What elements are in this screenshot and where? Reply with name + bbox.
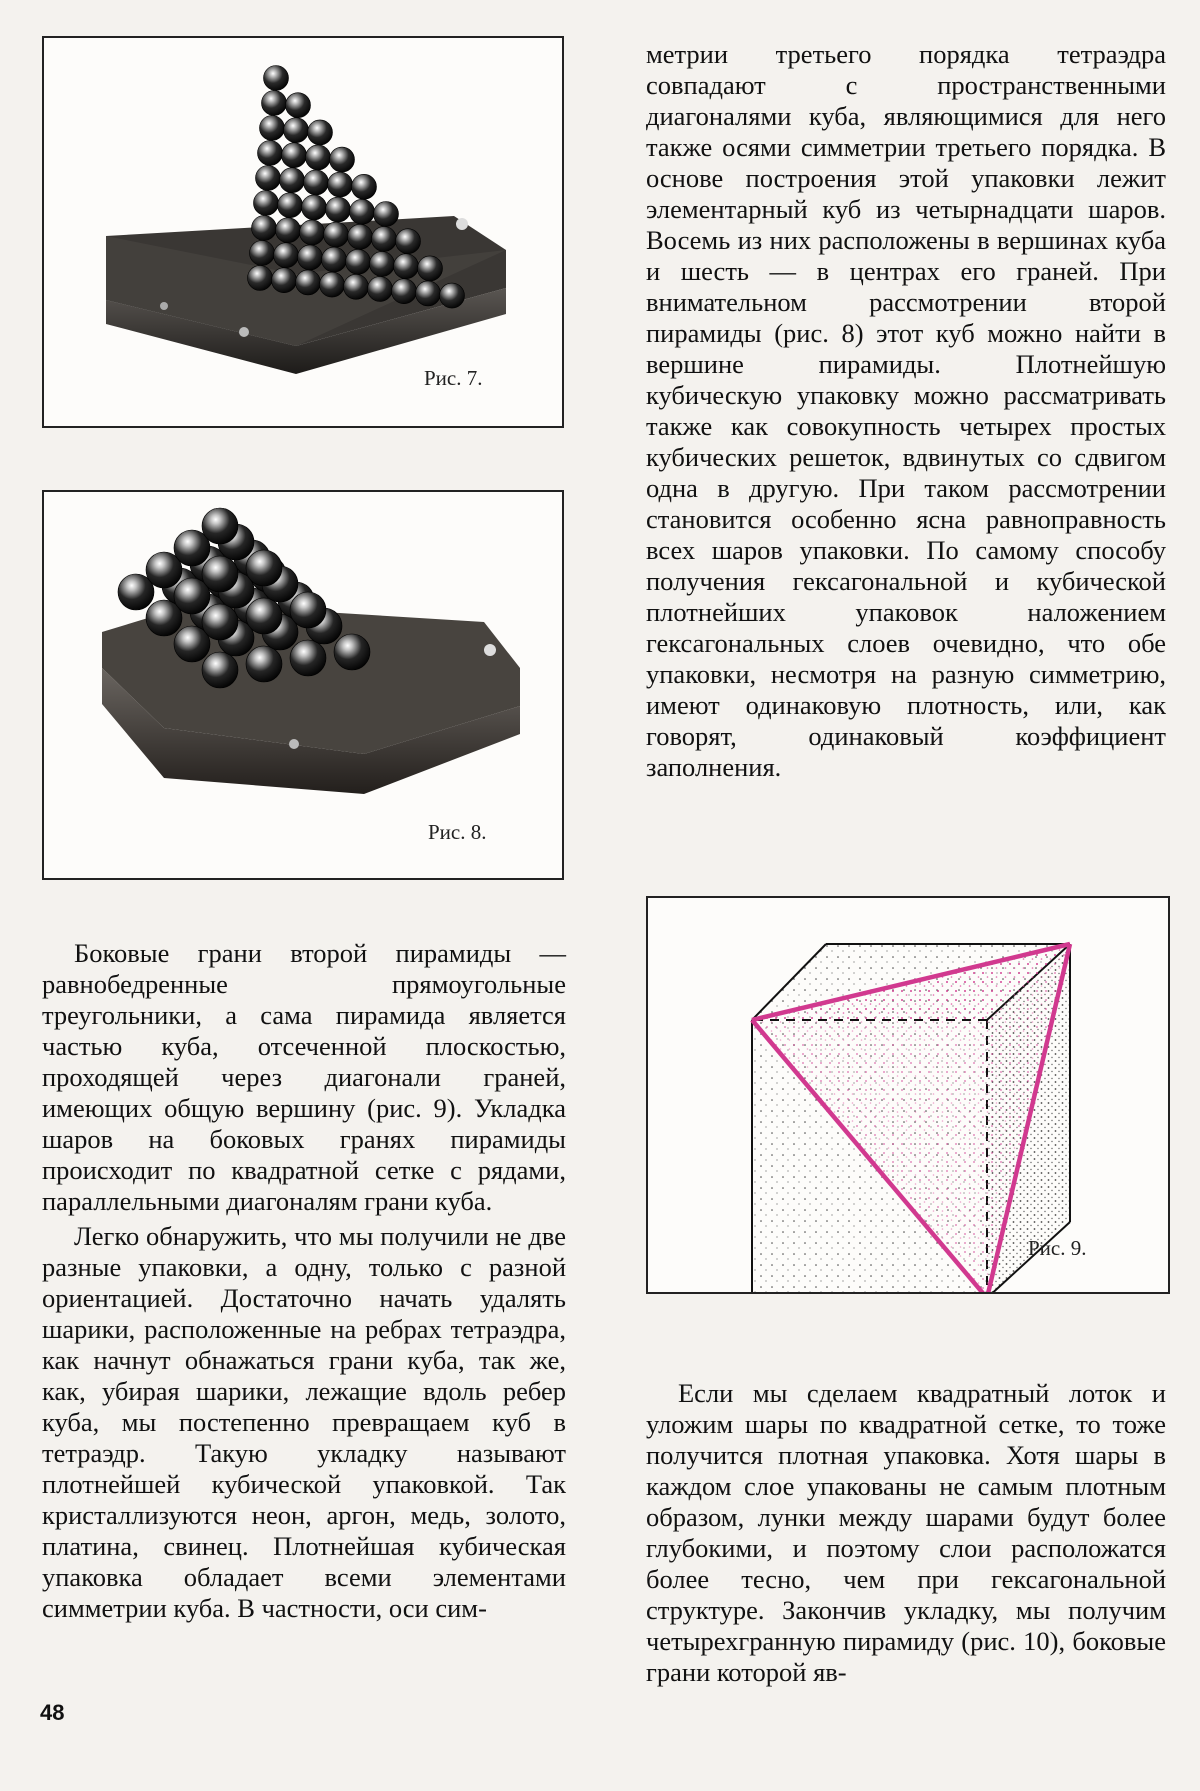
left-column-text <box>42 938 566 1624</box>
ball <box>264 66 289 91</box>
ball <box>396 229 421 254</box>
page-number: 48 <box>40 1700 65 1725</box>
ball <box>440 283 465 308</box>
ball <box>416 281 441 306</box>
ball <box>246 550 282 586</box>
ball <box>274 243 299 268</box>
ball <box>254 191 279 216</box>
ball <box>344 274 369 299</box>
ball <box>286 93 311 118</box>
figure-9 <box>646 896 1170 1294</box>
paragraph: Легко обнаружить, что мы получили не две разные упаковки, а одну, только с разной ориентацией. Достаточно начать удалять шарики, расположенные на ребрах тетраэдра, как начнут обнажаться грани куба, так же, как, убирая шарики, лежащие вдоль ребер куба, мы постепенно превращаем куб в тетраэдр. Такую укладку называют плотнейшей кубической упаковкой. Так кристаллизуются неон, аргон, медь, золото, платина, свинец. Плотнейшая кубическая упаковка обладает всеми элементами симметрии куба. В частности, оси сим- <box>42 1221 566 1623</box>
ball <box>260 116 285 141</box>
tetrahedron-in-cube-diagram <box>648 898 1168 1292</box>
ball <box>250 241 275 266</box>
ball <box>256 166 281 191</box>
ball <box>320 272 345 297</box>
ball <box>394 254 419 279</box>
figure-8 <box>42 490 564 880</box>
ball <box>374 202 399 227</box>
ball <box>304 170 329 195</box>
ball <box>418 256 443 281</box>
ball <box>298 245 323 270</box>
ball <box>368 277 393 302</box>
ball <box>202 508 238 544</box>
ball <box>262 91 287 116</box>
ball <box>252 216 277 241</box>
ball <box>392 279 417 304</box>
ball <box>282 143 307 168</box>
ball <box>306 145 331 170</box>
ball <box>202 604 238 640</box>
ball <box>322 247 347 272</box>
ball <box>290 592 326 628</box>
paragraph: Если мы сделаем квадратный лоток и уложим шары по квадратной сетке, то тоже получится плотная упаковка. Хотя шары в каждом слое упакованы не самым плотным образом, лунки между шарами будут более глубокими, и поэтому слои расположатся более тесно, чем при гексагональной структуре. Закончив укладку, мы получим четырехгранную пирамиду (рис. 10), боковые грани которой яв- <box>646 1378 1166 1687</box>
ball <box>202 652 238 688</box>
ball <box>334 634 370 670</box>
ball <box>350 199 375 224</box>
ball <box>202 556 238 592</box>
figure-7 <box>42 36 564 428</box>
paragraph: Боковые грани второй пирамиды — равнобедренные прямоугольные треугольники, а сама пирамида является частью куба, отсеченной плоскостью, проходящей через диагонали граней, имеющих общую вершину (рис. 9). Укладка шаров на боковых гранях пирамиды происходит по квадратной сетке с рядами, параллельными диагоналям грани куба. <box>42 938 566 1216</box>
ball <box>308 120 333 145</box>
ball <box>302 195 327 220</box>
ball-pyramid-photo <box>44 38 562 426</box>
ball <box>346 249 371 274</box>
ball <box>272 268 297 293</box>
ball <box>326 197 351 222</box>
figure-caption: Рис. 9. <box>1028 1236 1087 1260</box>
ball <box>348 224 373 249</box>
ball <box>370 252 395 277</box>
ball <box>246 598 282 634</box>
ball <box>330 147 355 172</box>
ball <box>246 646 282 682</box>
paragraph: метрии третьего порядка тетраэдра совпадают с пространственными диагоналями куба, являющимися для него также осями симметрии третьего порядка. В основе построения этой упаковки лежит элементарный куб из четырнадцати шаров. Восемь из них расположены в вершинах куба и шесть — в центрах его граней. При внимательном рассмотрении второй пирамиды (рис. 8) этот куб можно найти в вершине пирамиды. Плотнейшую кубическую упаковку можно рассматривать также как совокупность четырех простых кубических решеток, вдвинутых со сдвигом одна в другую. При таком рассмотрении становится особенно ясна равноправность всех шаров упаковки. По самому способу получения гексагональной и кубической плотнейших упаковок наложением гексагональных слоев очевидно, что обе упаковки, несмотря на разную симметрию, имеют одинаковую плотность, или, как говорят, одинаковый коэффициент заполнения. <box>646 39 1166 782</box>
ball <box>296 270 321 295</box>
ball <box>258 141 283 166</box>
right-column-text-top <box>646 39 1166 783</box>
ball <box>352 174 377 199</box>
ball <box>372 227 397 252</box>
ball <box>290 640 326 676</box>
ball <box>280 168 305 193</box>
ball <box>284 118 309 143</box>
right-column-text-bottom <box>646 1378 1166 1688</box>
ball <box>300 220 325 245</box>
ball <box>278 193 303 218</box>
ball <box>276 218 301 243</box>
figure-caption: Рис. 7. <box>424 366 483 390</box>
figure-caption: Рис. 8. <box>428 820 487 844</box>
ball <box>324 222 349 247</box>
ball <box>328 172 353 197</box>
ball <box>248 266 273 291</box>
